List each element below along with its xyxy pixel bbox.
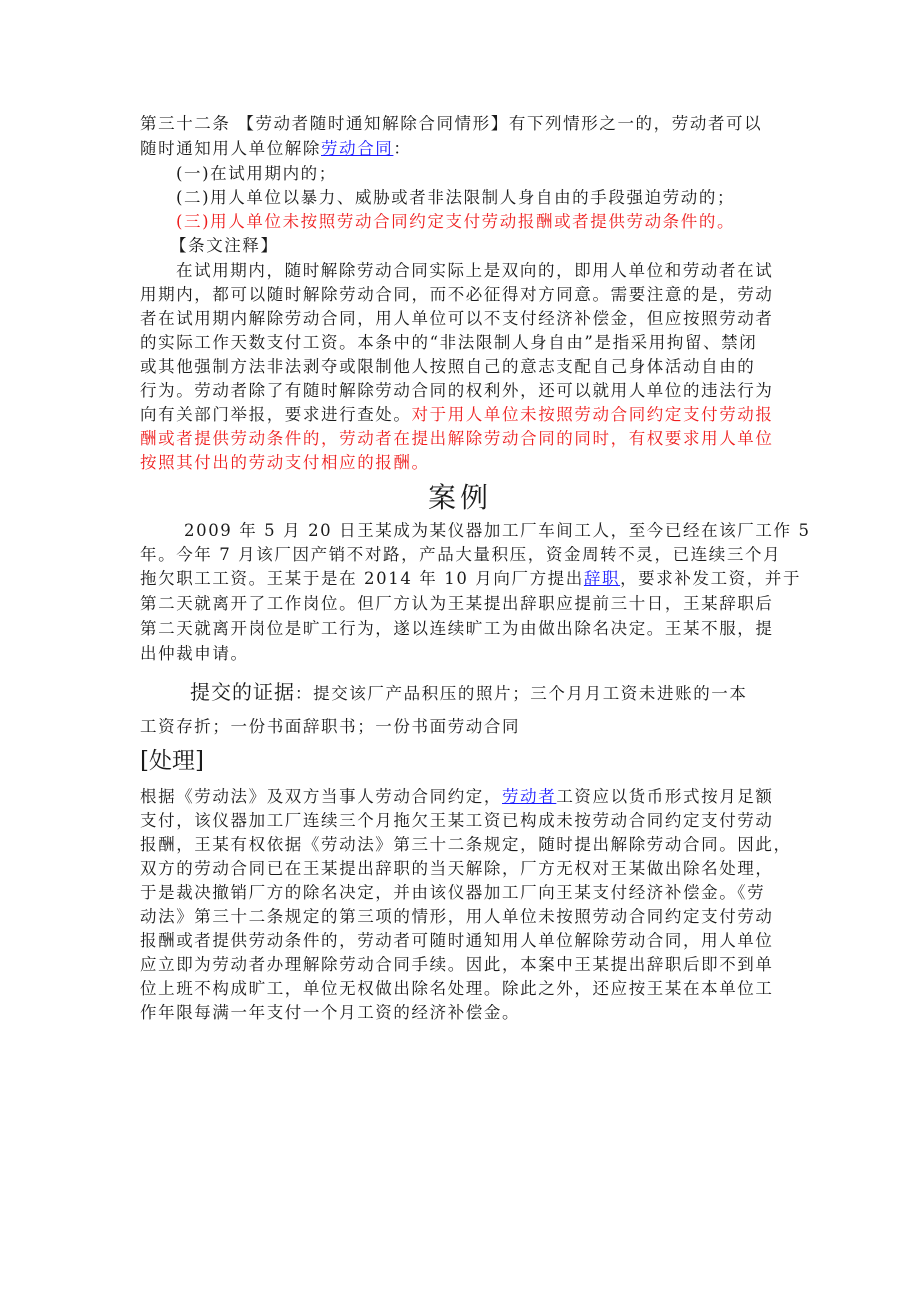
case-line: 出仲裁申请。 xyxy=(140,644,249,663)
article-item-2: (二)用人单位以暴力、威胁或者非法限制人身自由的手段强迫劳动的； xyxy=(176,188,736,207)
text: 工资应以货币形式按月足额 xyxy=(556,787,774,806)
text: ：提交该厂产品积压的照片；三个月月工资未进账的一本 xyxy=(295,684,748,703)
text: 拖欠职工工资。王某于是在 2014 年 10 月向厂方提出 xyxy=(140,569,584,588)
handling-line: 报酬或者提供劳动条件的，劳动者可随时通知用人单位解除劳动合同，用人单位 xyxy=(140,931,774,950)
case-line: 2009 年 5 月 20 日王某成为某仪器加工厂车间工人，至今已经在该厂工作 5 xyxy=(184,521,811,540)
note-heading: 【条文注释】 xyxy=(170,236,279,255)
note-line-mixed xyxy=(140,403,774,427)
evidence-line-1 xyxy=(190,680,748,706)
note-line: 行为。劳动者除了有随时解除劳动合同的权利外，还可以就用人单位的违法行为 xyxy=(140,381,774,400)
laborer-link[interactable]: 劳动者 xyxy=(502,787,557,806)
resignation-link[interactable]: 辞职 xyxy=(583,569,621,588)
case-line: 年。今年 7 月该厂因产销不对路，产品大量积压，资金周转不灵，已连续三个月 xyxy=(140,545,782,564)
case-line: 第二天就离开了工作岗位。但厂方认为王某提出辞职应提前三十日，王某辞职后 xyxy=(140,594,774,613)
handling-line: 支付，该仪器加工厂连续三个月拖欠王某工资已构成未按劳动合同约定支付劳动 xyxy=(140,811,774,830)
article-item-3: (三)用人单位未按照劳动合同约定支付劳动报酬或者提供劳动条件的。 xyxy=(176,212,736,231)
article-line-1: 第三十二条 【劳动者随时通知解除合同情形】有下列情形之一的，劳动者可以 xyxy=(140,114,763,133)
handling-line: 报酬，王某有权依据《劳动法》第三十二条规定，随时提出解除劳动合同。因此， xyxy=(140,835,792,854)
text: ： xyxy=(393,139,412,158)
handling-line: 位上班不构成旷工，单位无权做出除名处理。除此之外，还应按王某在本单位工 xyxy=(140,979,774,998)
handling-line-1 xyxy=(140,785,774,809)
text: 随时通知用人单位解除 xyxy=(140,139,321,158)
note-line: 者在试用期内解除劳动合同，用人单位可以不支付经济补偿金，但应按照劳动者 xyxy=(140,309,774,328)
handling-line: 作年限每满一年支付一个月工资的经济补偿金。 xyxy=(140,1003,521,1022)
case-title: 案例 xyxy=(427,481,492,514)
handling-line: 应立即为劳动者办理解除劳动合同手续。因此，本案中王某提出辞职后即不到单 xyxy=(140,955,774,974)
text: 根据《劳动法》及双方当事人劳动合同约定， xyxy=(140,787,502,806)
note-line: 或其他强制方法非法剥夺或限制他人按照自己的意志支配自己身体活动自由的 xyxy=(140,357,756,376)
handling-line: 动法》第三十二条规定的第三项的情形，用人单位未按照劳动合同约定支付劳动 xyxy=(140,907,774,926)
note-line: 在试用期内，随时解除劳动合同实际上是双向的，即用人单位和劳动者在试 xyxy=(176,261,774,280)
handling-line: 双方的劳动合同已在王某提出辞职的当天解除，厂方无权对王某做出除名处理， xyxy=(140,859,774,878)
note-line: 的实际工作天数支付工资。本条中的“非法限制人身自由”是指采用拘留、禁闭 xyxy=(140,333,758,352)
labor-contract-link[interactable]: 劳动合同 xyxy=(321,139,394,158)
text: 向有关部门举报，要求进行查处。 xyxy=(140,405,412,424)
text: ，要求补发工资，并于 xyxy=(620,569,802,588)
evidence-line-2: 工资存折；一份书面辞职书；一份书面劳动合同 xyxy=(140,717,521,736)
article-line-2 xyxy=(140,137,412,161)
handling-line: 于是裁决撤销厂方的除名决定，并由该仪器加工厂向王某支付经济补偿金。《劳 xyxy=(140,883,766,902)
case-line-3 xyxy=(140,567,801,591)
red-text: 对于用人单位未按照劳动合同约定支付劳动报 xyxy=(411,405,774,424)
note-line: 用期内，都可以随时解除劳动合同，而不必征得对方同意。需要注意的是，劳动 xyxy=(140,285,774,304)
evidence-label: 提交的证据 xyxy=(190,680,295,704)
handling-heading: [处理] xyxy=(140,748,204,774)
case-line: 第二天就离开岗位是旷工行为，遂以连续旷工为由做出除名决定。王某不服，提 xyxy=(140,619,774,638)
article-item-1: (一)在试用期内的； xyxy=(176,164,337,183)
note-red-line: 酬或者提供劳动条件的，劳动者在提出解除劳动合同的同时，有权要求用人单位 xyxy=(140,429,774,448)
note-red-line: 按照其付出的劳动支付相应的报酬。 xyxy=(140,453,430,472)
